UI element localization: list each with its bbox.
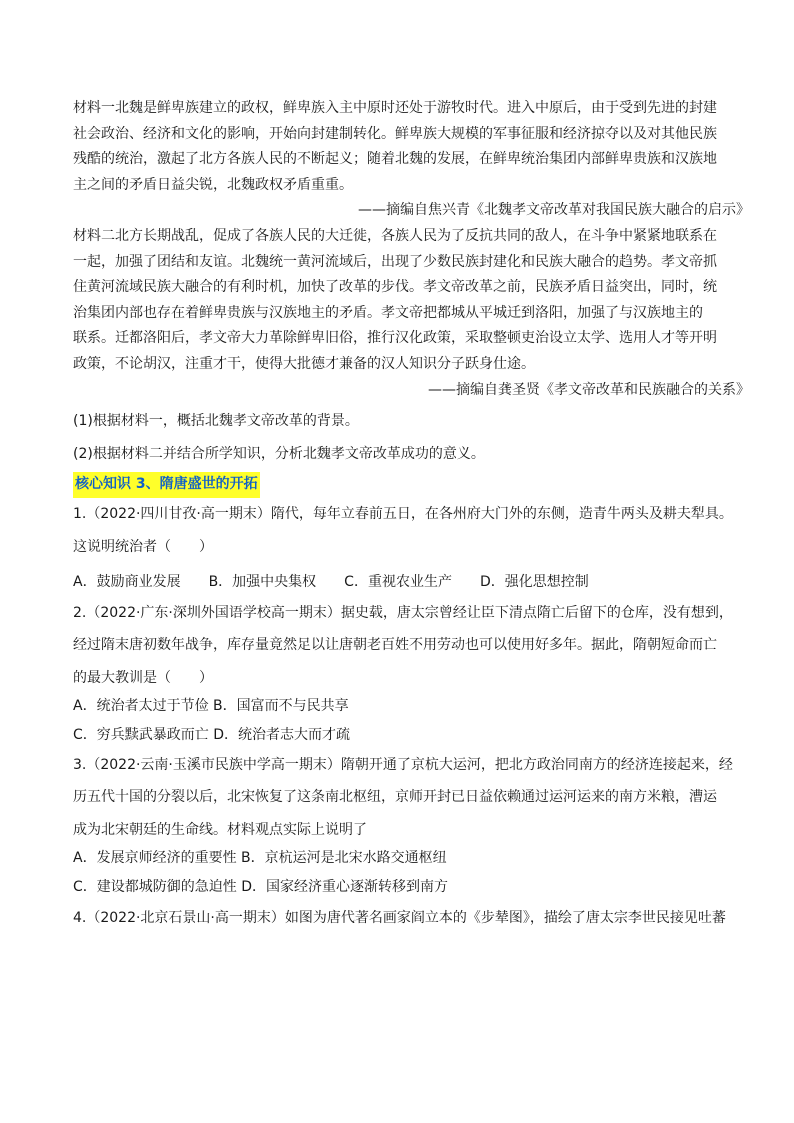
question-stem-line: 3.（2022·云南·玉溪市民族中学高一期末）隋朝开通了京杭大运河，把北方政治同南方的经济连接起来，经 xyxy=(73,756,733,773)
question-stem-line: 4.（2022·北京石景山·高一期末）如图为唐代著名画家阎立本的《步辇图》，描绘了唐太宗李世民接见吐蕃 xyxy=(73,909,726,926)
material-one-citation: ——摘编自焦兴青《北魏孝文帝改革对我国民族大融合的启示》 xyxy=(358,202,750,219)
sub-questions xyxy=(73,409,723,467)
question-options: C．穷兵黩武暴政而亡 D．统治者志大而才疏 xyxy=(73,727,351,744)
material-two-line: 住黄河流域民族大融合的有利时机，加快了改革的步伐。孝文帝改革之前，民族矛盾日益突出，同时，统 xyxy=(73,279,717,296)
material-two-line: 治集团内部也存在着鲜卑贵族与汉族地主的矛盾。孝文帝把都城从平城迁到洛阳，加强了与汉族地主的 xyxy=(73,304,703,321)
question-stem-line: 的最大教训是（ ） xyxy=(73,669,213,686)
section-heading-wrap xyxy=(73,467,723,498)
question-item-3 xyxy=(73,753,733,901)
material-two-line: 政策，不论胡汉，注重才干，使得大批德才兼备的汉人知识分子跃身仕途。 xyxy=(73,355,535,372)
material-two-line: 一起，加强了团结和友谊。北魏统一黄河流域后，出现了少数民族封建化和民族大融合的趋势。孝文帝抓 xyxy=(73,253,717,270)
material-two-citation: ——摘编自龚圣贤《孝文帝改革和民族融合的关系》 xyxy=(428,381,750,398)
material-two xyxy=(73,224,750,403)
document-content xyxy=(73,96,750,931)
material-two-line: 联系。迁都洛阳后，孝文帝大力革除鲜卑旧俗，推行汉化政策，采取整顿吏治设立太学、选用人才等开明 xyxy=(73,330,717,347)
question-stem-line: 2.（2022·广东·深圳外国语学校高一期末）据史载，唐太宗曾经让臣下清点隋亡后留下的仓库，没有想到， xyxy=(73,604,733,621)
question-stem-line: 历五代十国的分裂以后，北宋恢复了这条南北枢纽，京师开封已日益依赖通过运河运来的南方米粮，漕运 xyxy=(73,789,717,806)
question-stem-line: 这说明统治者（ ） xyxy=(73,538,213,555)
material-two-line: 材料二北方长期战乱，促成了各族人民的大迁徙，各族人民为了反抗共同的敌人，在斗争中紧紧地联系在 xyxy=(73,227,717,244)
question-options: A．发展京师经济的重要性 B．京杭运河是北宋水路交通枢纽 xyxy=(73,850,447,867)
question-options: A．统治者太过于节俭 B．国富而不与民共享 xyxy=(73,698,349,715)
sub-question: (1)根据材料一，概括北魏孝文帝改革的背景。 xyxy=(73,413,359,430)
material-one-line: 材料一北魏是鲜卑族建立的政权，鲜卑族入主中原时还处于游牧时代。进入中原后，由于受到先进的封建 xyxy=(73,100,717,116)
question-options: C．建设都城防御的急迫性 D．国家经济重心逐渐转移到南方 xyxy=(73,879,449,896)
sub-question: (2)根据材料二并结合所学知识，分析北魏孝文帝改革成功的意义。 xyxy=(73,445,485,462)
question-item-1 xyxy=(73,502,733,596)
question-item-2 xyxy=(73,601,733,749)
question-item-4 xyxy=(73,906,726,932)
material-one-line: 残酷的统治，激起了北方各族人民的不断起义；随着北魏的发展，在鲜卑统治集团内部鲜卑贵族和汉族地 xyxy=(73,151,717,168)
question-options: A．鼓励商业发展 B．加强中央集权 C．重视农业生产 D．强化思想控制 xyxy=(73,574,589,591)
material-one-line: 主之间的矛盾日益尖锐，北魏政权矛盾重重。 xyxy=(73,176,353,193)
question-stem-line: 成为北宋朝廷的生命线。材料观点实际上说明了 xyxy=(73,821,367,838)
question-stem-line: 经过隋末唐初数年战争，库存量竟然足以让唐朝老百姓不用劳动也可以使用好多年。据此，隋朝短命而亡 xyxy=(73,637,717,654)
material-one xyxy=(73,96,750,224)
question-stem-line: 1.（2022·四川甘孜·高一期末）隋代，每年立春前五日，在各州府大门外的东侧，造青牛两头及耕夫犁具。 xyxy=(73,505,733,522)
section-heading: 核心知识 3、隋唐盛世的开拓 xyxy=(73,472,260,498)
material-one-line: 社会政治、经济和文化的影响，开始向封建制转化。鲜卑族大规模的军事征服和经济掠夺以及对其他民族 xyxy=(73,125,717,142)
